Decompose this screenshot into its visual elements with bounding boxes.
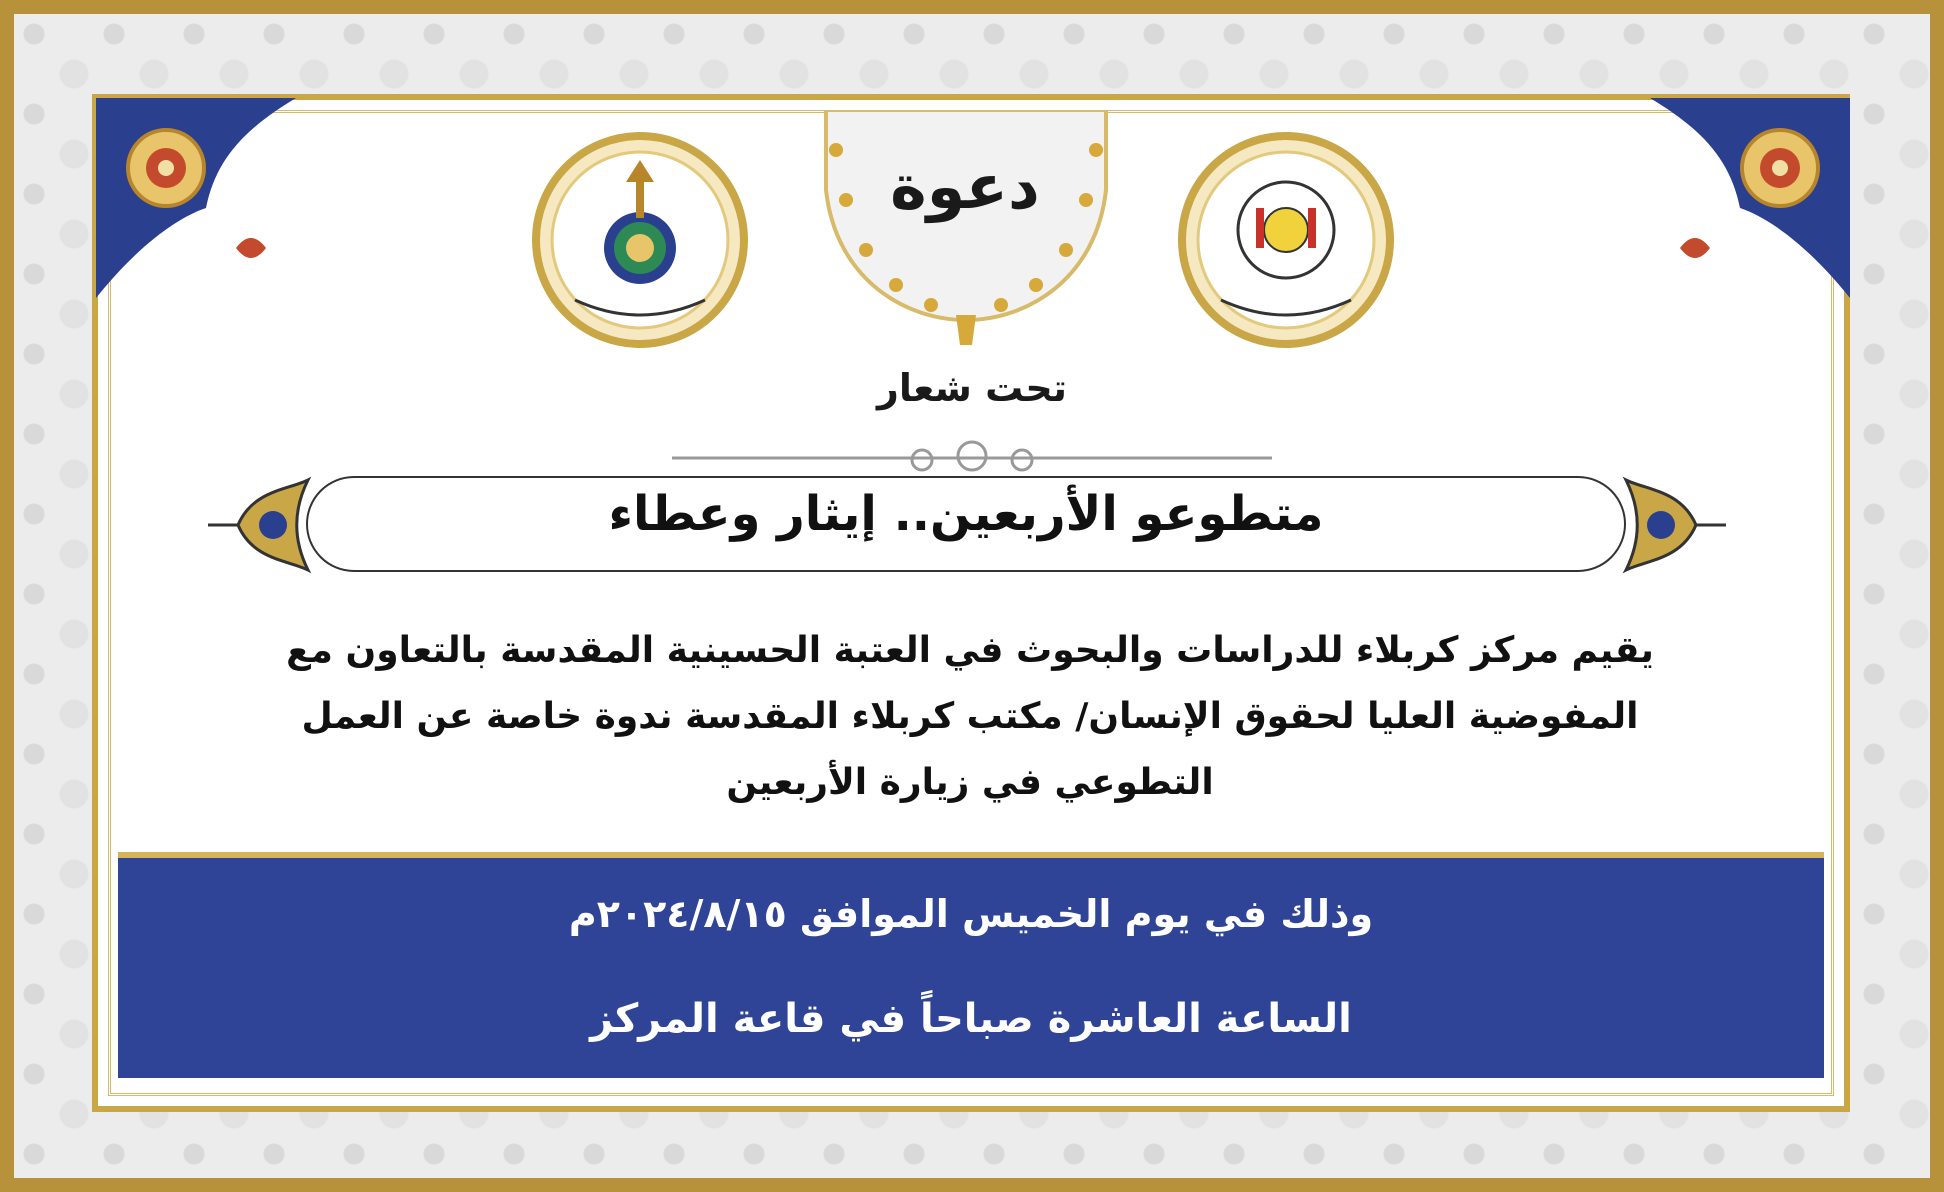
event-time-location: الساعة العاشرة صباحاً في قاعة المركز — [590, 996, 1352, 1042]
banner-ornament-left-icon — [208, 470, 318, 580]
invitation-title: دعوة — [890, 150, 1040, 223]
karbala-center-logo-icon — [530, 130, 750, 350]
event-date: وذلك في يوم الخميس الموافق ٢٠٢٤/٨/١٥م — [568, 892, 1374, 936]
ornamental-divider-icon — [672, 436, 1272, 476]
corner-ornament-top-left-icon — [96, 98, 296, 298]
husseini-shrine-logo-icon — [1176, 130, 1396, 350]
banner-ornament-right-icon — [1616, 470, 1726, 580]
slogan-text: متطوعو الأربعين.. إيثار وعطاء — [608, 486, 1324, 542]
invitation-body: يقيم مركز كربلاء للدراسات والبحوث في العتبة الحسينية المقدسة بالتعاون مع المفوضية العليا لحقوق الإنسان/ مكتب كربلاء المقدسة ندوة خاصة عن العمل التطوعي في زيارة الأربعين — [286, 630, 1654, 803]
event-details-band — [118, 852, 1824, 1078]
curtain-decoration-icon — [796, 110, 1136, 350]
slogan-intro: تحت شعار — [876, 366, 1068, 410]
corner-ornament-top-right-icon — [1650, 98, 1850, 298]
